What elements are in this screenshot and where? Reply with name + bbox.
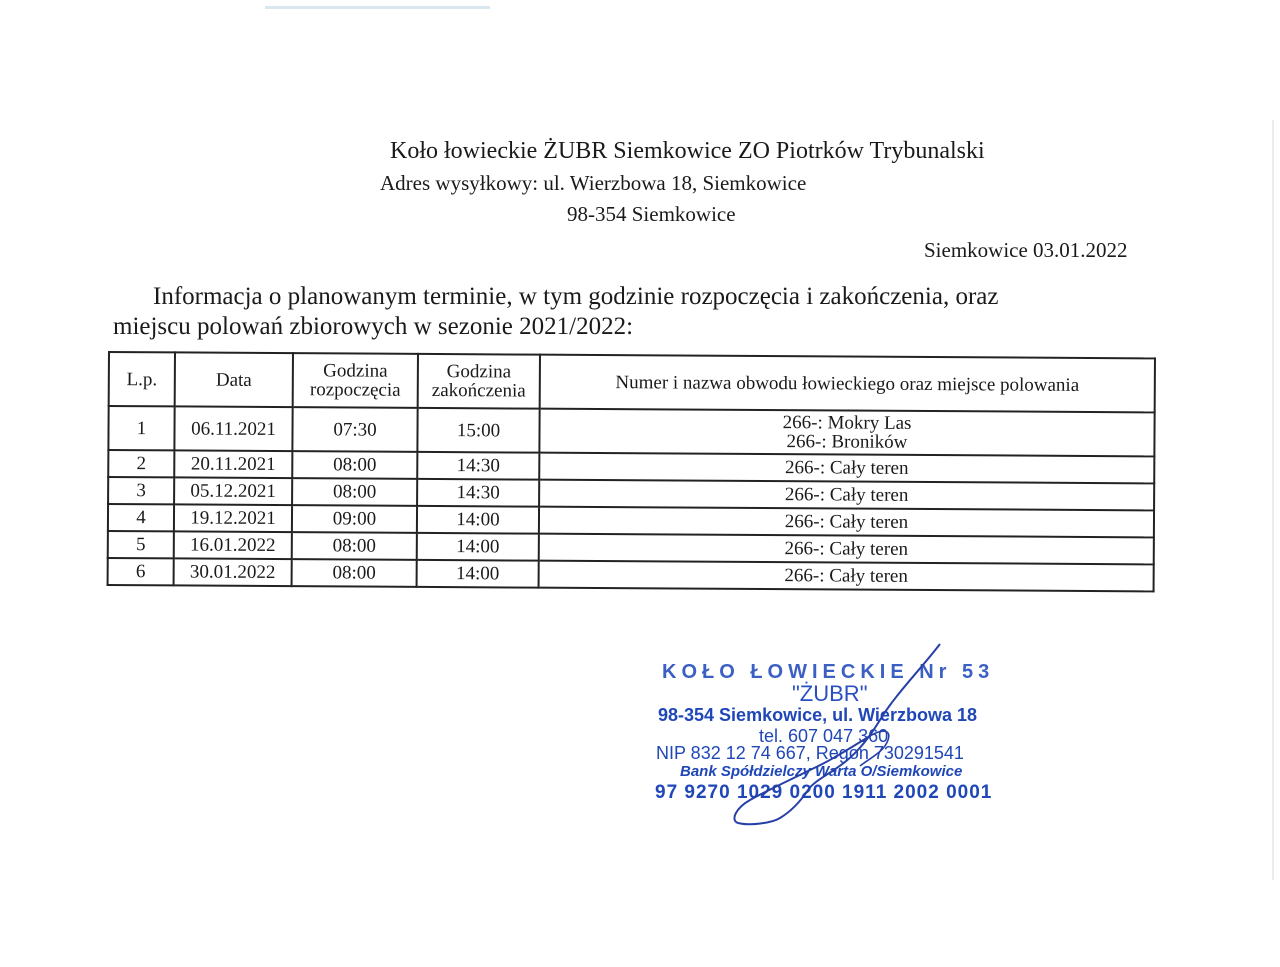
stamp-line: Bank Spółdzielczy Warta O/Siemkowice [680, 763, 963, 780]
cell-lp: 2 [108, 450, 174, 477]
table-row [108, 558, 1154, 591]
cell-start: 08:00 [292, 532, 417, 560]
cell-lp: 5 [108, 531, 174, 558]
stamp-line: 97 9270 1029 0200 1911 2002 0001 [655, 782, 993, 803]
cell-start: 08:00 [292, 478, 417, 506]
table-header-row [109, 352, 1155, 412]
location-line: 266-: Broników [786, 431, 908, 453]
cell-end: 14:00 [417, 506, 539, 534]
header-end-time [418, 354, 540, 409]
cell-start: 08:00 [292, 451, 417, 479]
stamp-line: tel. 607 047 360 [759, 726, 889, 746]
cell-location: 266-: Cały teren [539, 561, 1154, 592]
cell-location [539, 409, 1154, 457]
header-lp: L.p. [109, 352, 175, 406]
scan-edge [1272, 120, 1274, 880]
cell-lp: 3 [108, 477, 174, 504]
handwritten-signature [720, 640, 950, 830]
header-start-time [293, 353, 418, 408]
cell-date: 16.01.2022 [174, 531, 292, 559]
cell-date: 20.11.2021 [174, 450, 292, 478]
cell-start: 08:00 [292, 559, 417, 587]
cell-date: 30.01.2022 [174, 558, 292, 586]
cell-end: 14:00 [417, 560, 539, 588]
header-location: Numer i nazwa obwodu łowieckiego oraz miejsce polowania [540, 355, 1155, 413]
info-title-line2: miejscu polowań zbiorowych w sezonie 2021/2022: [113, 313, 634, 340]
place-and-date: Siemkowice 03.01.2022 [924, 238, 1128, 262]
cell-lp: 4 [108, 504, 174, 531]
hunt-schedule-table [107, 351, 1156, 592]
cell-start: 09:00 [292, 505, 417, 533]
cell-location: 266-: Cały teren [539, 507, 1154, 538]
cell-location: 266-: Cały teren [539, 480, 1154, 511]
table-row [108, 406, 1154, 456]
cell-location: 266-: Cały teren [539, 453, 1154, 484]
cell-lp: 6 [108, 558, 174, 585]
club-name: Koło łowieckie ŻUBR Siemkowice ZO Piotrków Trybunalski [390, 138, 985, 164]
stamp-line: NIP 832 12 74 667, Regon 730291541 [656, 743, 964, 763]
info-title-line1: Informacja o planowanym terminie, w tym godzinie rozpoczęcia i zakończenia, oraz [153, 283, 999, 310]
location-line: 266-: Mokry Las [782, 412, 912, 434]
cell-end: 14:30 [417, 479, 539, 507]
cell-start: 07:30 [292, 407, 417, 452]
cell-end: 14:30 [417, 452, 539, 480]
header-start-line2: rozpoczęcia [309, 379, 401, 401]
postal-code-city: 98-354 Siemkowice [567, 202, 736, 226]
cell-lp: 1 [108, 406, 174, 450]
cell-end: 14:00 [417, 533, 539, 561]
cell-date: 05.12.2021 [174, 477, 292, 505]
mailing-address: Adres wysyłkowy: ul. Wierzbowa 18, Siemkowice [380, 171, 807, 195]
header-date: Data [175, 352, 293, 407]
header-start-line1: Godzina [323, 360, 388, 382]
scan-artifact [265, 6, 490, 9]
cell-end: 15:00 [417, 408, 539, 453]
header-end-line2: zakończenia [431, 379, 526, 402]
stamp-line: 98-354 Siemkowice, ul. Wierzbowa 18 [658, 705, 977, 725]
stamp-line: "ŻUBR" [792, 681, 868, 706]
header-end-line1: Godzina [446, 361, 512, 383]
cell-date: 19.12.2021 [174, 504, 292, 532]
cell-date: 06.11.2021 [174, 406, 292, 451]
stamp-line: KOŁO ŁOWIECKIE Nr 53 [662, 661, 995, 683]
cell-location: 266-: Cały teren [539, 534, 1154, 565]
